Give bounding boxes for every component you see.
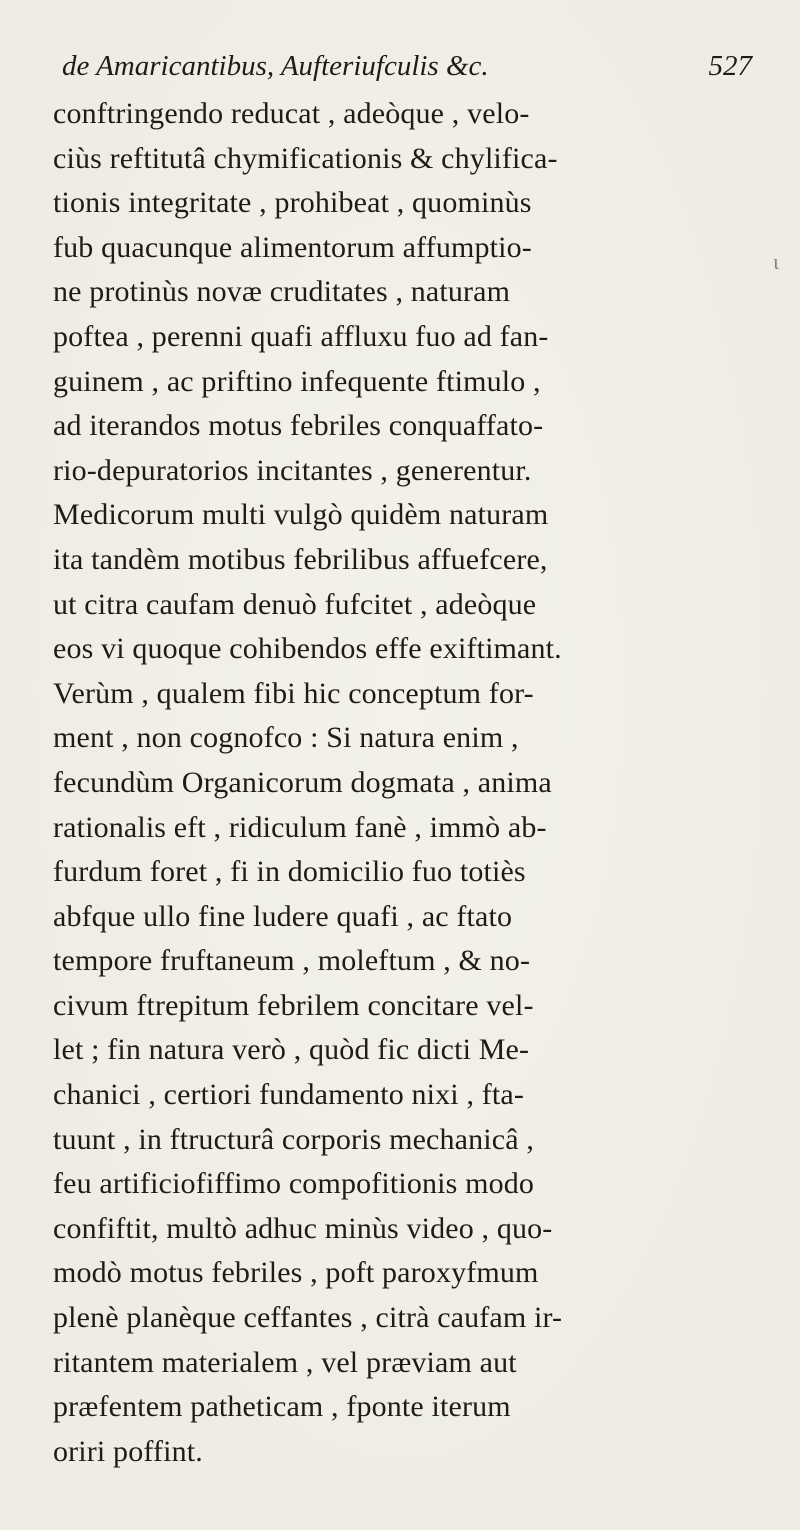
text-line: fecundùm Organicorum dogmata , anima xyxy=(53,765,552,799)
text-line: tionis integritate , prohibeat , quominùs xyxy=(53,186,532,220)
text-line: ment , non cognofco : Si natura enim , xyxy=(53,721,519,755)
text-line: ut citra caufam denuò fufcitet , adeòque xyxy=(53,587,537,621)
text-line: eos vi quoque cohibendos effe exiftimant. xyxy=(53,632,562,666)
text-line: oriri poffint. xyxy=(53,1434,203,1468)
text-line: ritantem materialem , vel præviam aut xyxy=(53,1345,517,1379)
running-header xyxy=(62,42,752,90)
text-line: civum ftrepitum febrilem concitare vel- xyxy=(53,988,534,1022)
running-title: de Amaricantibus, Aufteriufculis &c. xyxy=(62,50,489,82)
text-line: Verùm , qualem fibi hic conceptum for- xyxy=(53,676,534,710)
text-line: Medicorum multi vulgò quidèm naturam xyxy=(53,498,549,532)
text-line: conftringendo reducat , adeòque , velo- xyxy=(53,97,530,130)
text-line: ciùs reftitutâ chymificationis & chylifica- xyxy=(53,141,558,175)
text-line: let ; fin natura verò , quòd fic dicti Me- xyxy=(53,1033,530,1067)
text-line: præfentem patheticam , fponte iterum xyxy=(53,1390,511,1424)
text-line: rio-depuratorios incitantes , generentur. xyxy=(53,453,532,487)
margin-mark: ι xyxy=(773,249,779,274)
text-line: fub quacunque alimentorum affumptio- xyxy=(53,230,532,264)
page-number: 527 xyxy=(708,50,752,82)
text-line: abfque ullo fine ludere quafi , ac ftato xyxy=(53,899,513,933)
text-line: tuunt , in ftructurâ corporis mechanicâ , xyxy=(53,1122,534,1156)
text-line: feu artificiofiffimo compofitionis modo xyxy=(53,1167,535,1201)
text-line: ad iterandos motus febriles conquaffato- xyxy=(53,409,544,443)
body-text xyxy=(53,92,773,1474)
text-line: tempore fruftaneum , moleftum , & no- xyxy=(53,944,531,978)
text-line: ne protinùs novæ cruditates , naturam xyxy=(53,275,511,309)
text-line: guinem , ac priftino infequente ftimulo , xyxy=(53,364,541,398)
text-line: poftea , perenni quafi affluxu fuo ad fan- xyxy=(53,319,549,353)
text-line: furdum foret , fi in domicilio fuo totiès xyxy=(53,855,526,889)
text-line: ita tandèm motibus febrilibus affuefcere, xyxy=(53,542,548,576)
text-line: plenè planèque ceffantes , citrà caufam ir- xyxy=(53,1301,563,1335)
text-line: chanici , certiori fundamento nixi , fta- xyxy=(53,1078,524,1112)
text-line: confiftit, multò adhuc minùs video , quo- xyxy=(53,1211,553,1245)
text-line: modò motus febriles , poft paroxyfmum xyxy=(53,1256,539,1290)
text-line: rationalis eft , ridiculum fanè , immò ab- xyxy=(53,810,547,844)
